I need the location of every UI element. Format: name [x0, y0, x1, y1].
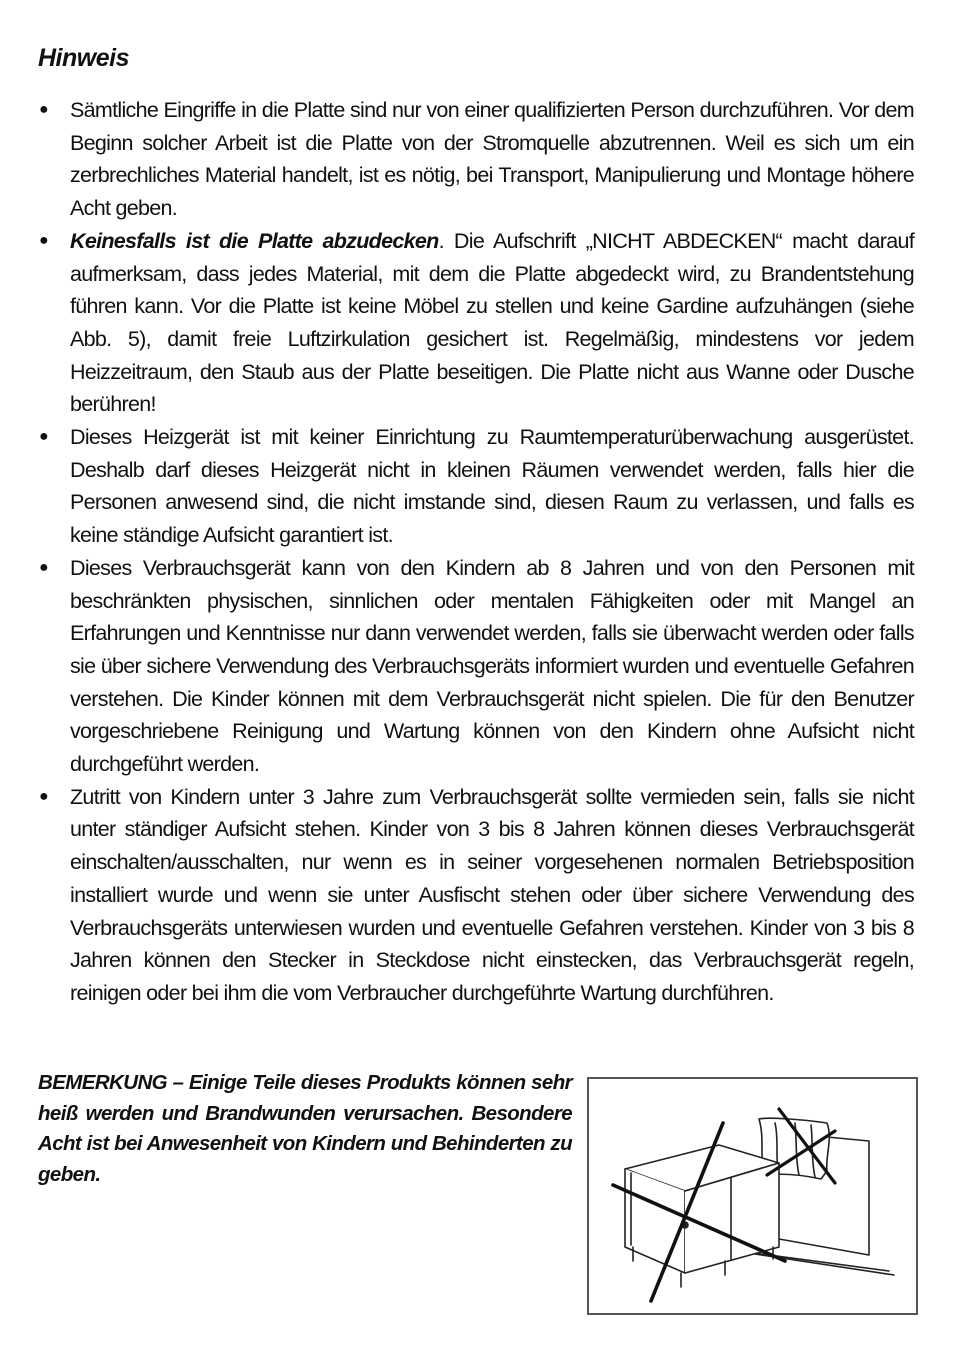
warning-list [39, 94, 914, 1010]
list-item [39, 781, 914, 1010]
list-item-text: Dieses Verbrauchsgerät kann von den Kindern ab 8 Jahren und von den Personen mit beschränkten physischen, sinnlichen oder mentalen Fähigkeiten oder mit Mangel an Erfahrungen und Kenntnisse nur dann verwendet werden, falls sie überwacht werden oder falls sie über sichere Verwendung des Verbrauchsgeräts informiert wurden und eventuelle Gefahren verstehen. Die Kinder können mit dem Verbrauchsgerät nicht spielen. Die für den Benutzer vorgeschriebene Reinigung und Wartung können von den Kindern ohne Aufsicht nicht durchgeführt werden. [70, 555, 914, 777]
bullet-icon: ● [39, 787, 48, 805]
list-item-text: Zutritt von Kindern unter 3 Jahre zum Verbrauchsgerät sollte vermieden sein, falls sie nicht unter ständiger Aufsicht stehen. Kinder von 3 bis 8 Jahren können dieses Verbrauchsgerät einschalten/ausschalten, nur wenn es in seiner vorgesehenen normalen Betriebsposition installiert wurde und wenn sie unter Ausfischt stehen oder über sichere Verwendung des Verbrauchsgeräts unterwiesen wurden und eventuelle Gefahren verstehen. Kinder von 3 bis 8 Jahren können den Stecker in Steckdose nicht einstecken, das Verbrauchsgerät regeln, reinigen oder bei ihm die vom Verbraucher durchgeführte Wartung durchführen. [70, 784, 914, 1005]
section-heading: Hinweis [38, 44, 129, 72]
remark-paragraph: BEMERKUNG – Einige Teile dieses Produkts können sehr heiß werden und Brandwunden verursachen. Besondere Acht ist bei Anwesenheit von Kindern und Behinderten zu geben. [38, 1071, 572, 1186]
bullet-icon: ● [39, 428, 48, 446]
list-item-text: Sämtliche Eingriffe in die Platte sind nur von einer qualifizierten Person durchzuführen. Vor dem Beginn solcher Arbeit ist die Platte von der Stromquelle abzutrennen. Weil es sich um ein zerbrechliches Material handelt, ist es nötig, bei Transport, Manipulierung und Montage höhere Acht geben. [70, 98, 914, 221]
list-item-text: Dieses Heizgerät ist mit keiner Einrichtung zu Raumtemperaturüberwachung ausgerüstet. Deshalb darf dieses Heizgerät nicht in kleinen Räumen verwendet werden, falls hier die Personen anwesend sind, die nicht imstande sind, diesen Raum zu verlassen, und falls es keine ständige Aufsicht garantiert ist. [70, 425, 914, 548]
list-item-lead: Keinesfalls ist die Platte abzudecken [70, 228, 439, 253]
list-item [39, 552, 914, 781]
list-item [39, 225, 914, 421]
list-item [39, 421, 914, 552]
list-item [39, 94, 914, 225]
bullet-icon: ● [39, 101, 48, 118]
bullet-icon: ● [39, 231, 48, 249]
list-item-text: . Die Aufschrift „NICHT ABDECKEN“ macht darauf aufmerksam, dass jedes Material, mit dem die Platte abgedeckt wird, zu Brandentstehung führen kann. Vor die Platte ist keine Möbel zu stellen und keine Gardine aufzuhängen (siehe Abb. 5), damit freie Luftzirkulation gesichert ist. Regelmäßig, mindestens vor jedem Heizzeitraum, den Staub aus der Platte beseitigen. Die Platte nicht aus Wanne oder Dusche berühren! [70, 228, 914, 417]
no-furniture-in-front-of-heater-illustration-icon [589, 1079, 916, 1313]
bullet-icon: ● [39, 558, 48, 576]
figure-frame [587, 1077, 918, 1315]
